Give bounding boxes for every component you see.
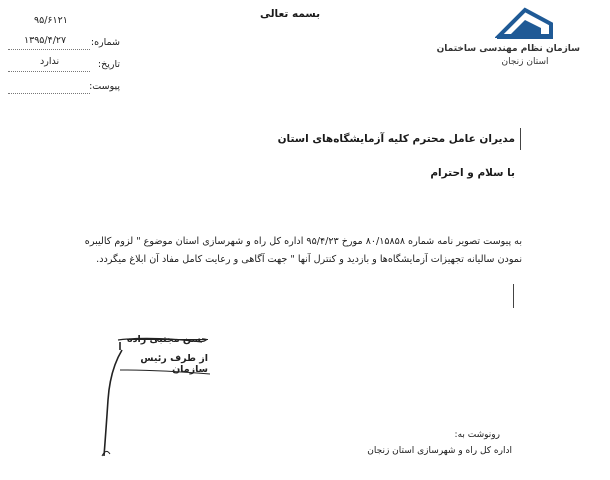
signatory-name: حسن مجتبی زاده — [127, 334, 208, 345]
greeting: با سلام و احترام — [430, 167, 515, 179]
recipient-heading: مدیران عامل محترم کلیه آزمایشگاه‌های استان — [277, 133, 515, 145]
signatory-title: از طرف رئیس سازمان — [140, 353, 208, 375]
letter-number-value: ۹۵/۶۱۲۱ — [34, 15, 68, 26]
handwritten-signature — [90, 330, 230, 460]
cc-recipient: اداره کل راه و شهرسازی استان زنجان — [367, 446, 512, 456]
org-province: استان زنجان — [501, 57, 549, 67]
letter-attachment-label: پیوست: — [89, 81, 120, 92]
letter-body-line-1: به پیوست تصویر نامه شماره ۸۰/۱۵۸۵۸ مورخ ۹۵/۴/۲۳ اداره کل راه و شهرسازی استان موضوع " لزوم کالیبره — [84, 236, 522, 247]
letter-number-label: شماره: — [90, 37, 120, 48]
letter-number-row — [8, 37, 120, 51]
letter-date-row — [8, 56, 120, 73]
letter-body-line-2: نمودن سالیانه تجهیزات آزمایشگاه‌ها و بازدید و کنترل آنها " جهت آگاهی و رعایت کامل مفاد آن ابلاغ میگردد. — [96, 254, 522, 265]
basmala: بسمه تعالی — [259, 8, 321, 20]
letter-number-field — [8, 16, 120, 30]
letter-date-value: ۱۳۹۵/۴/۲۷ — [24, 35, 67, 46]
organization-logo — [436, 6, 580, 81]
recipient-margin-bar — [520, 128, 521, 150]
cc-label: رونوشت به: — [454, 430, 500, 440]
letter-attachment-value: ندارد — [40, 56, 60, 67]
building-logo-icon — [495, 6, 555, 40]
org-name: سازمان نظام مهندسی ساختمان — [436, 44, 580, 54]
letter-attachment-row — [8, 81, 120, 95]
letter-date-label: تاریخ: — [97, 59, 120, 70]
margin-mark — [513, 284, 514, 308]
